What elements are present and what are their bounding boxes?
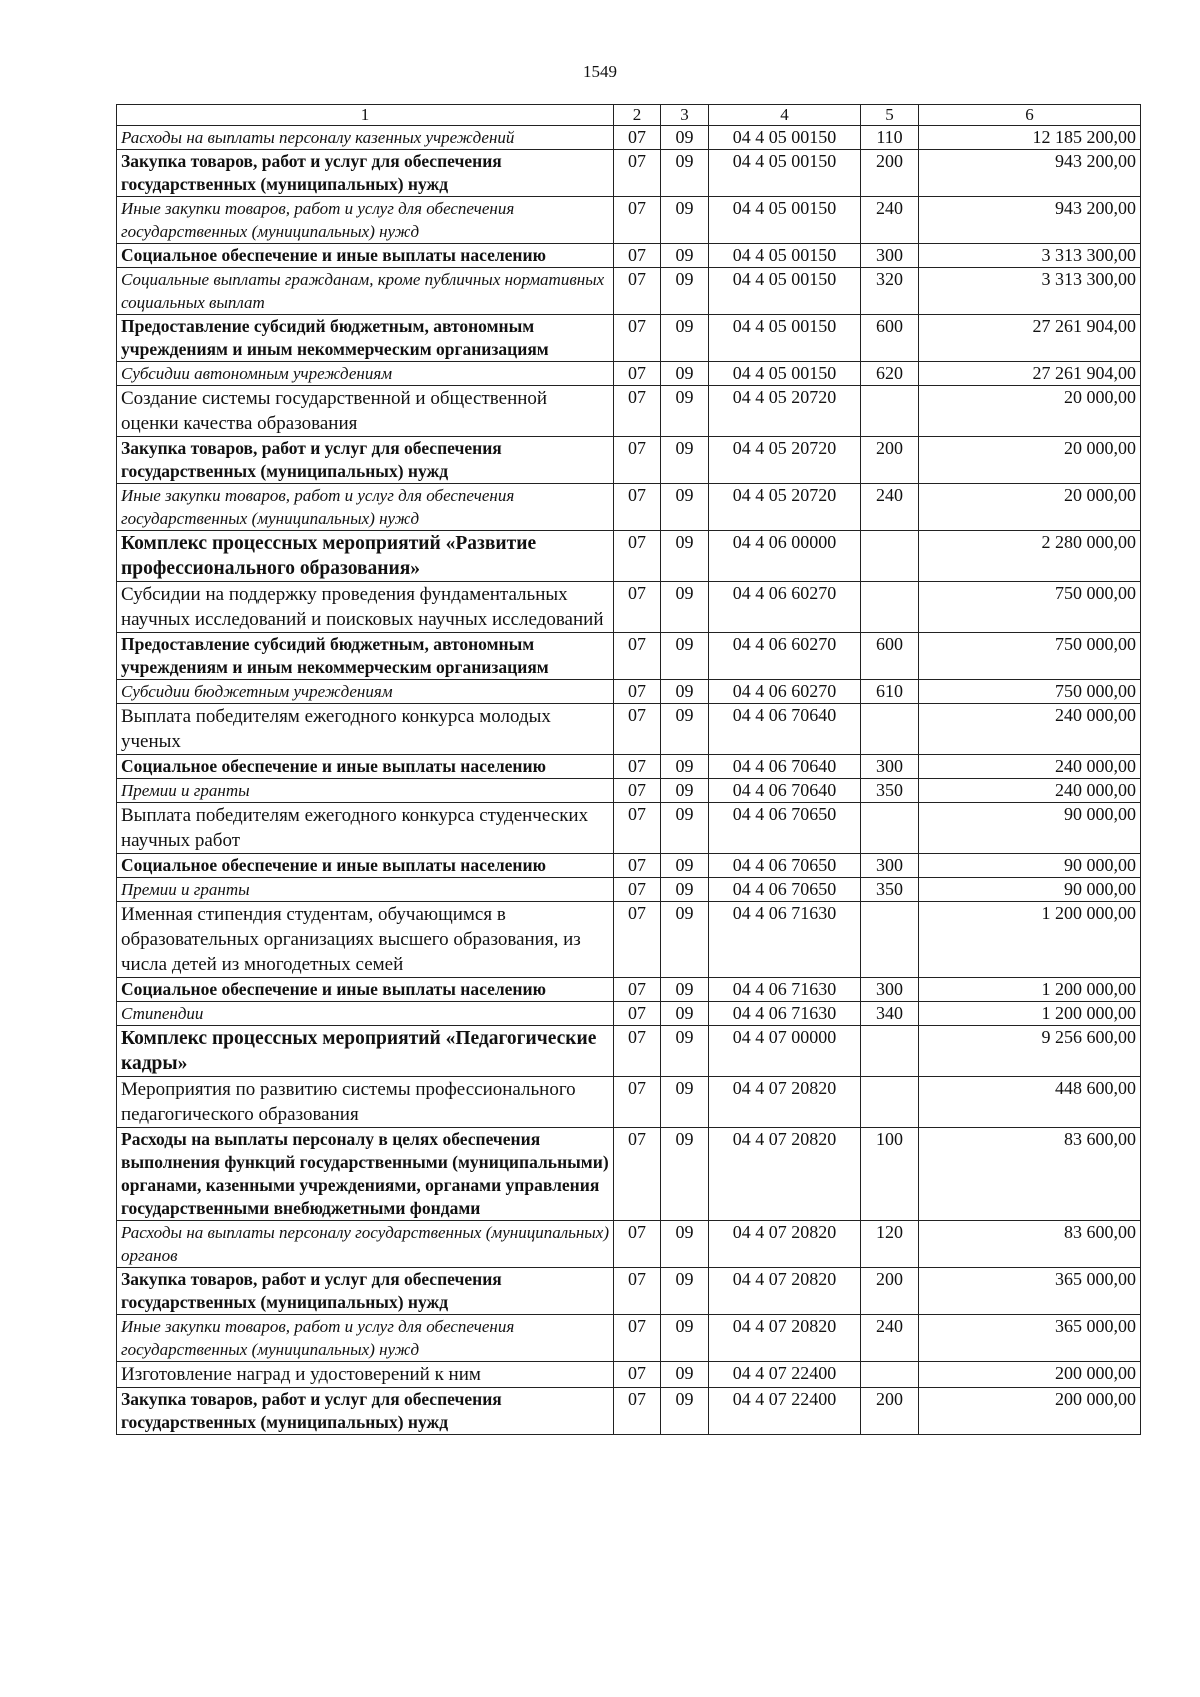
row-expense-type-cell: 120: [861, 1221, 919, 1268]
row-expense-type-cell: 300: [861, 755, 919, 779]
row-section-cell: 07: [614, 902, 661, 978]
header-cell-section: 2: [614, 105, 661, 126]
row-expense-type-cell: 100: [861, 1128, 919, 1221]
table-row: [117, 854, 1141, 878]
table-row: [117, 779, 1141, 803]
row-expense-type-cell: [861, 386, 919, 437]
row-section-cell: 07: [614, 704, 661, 755]
row-target-code-cell: 04 4 05 00150: [709, 126, 861, 150]
row-target-code-cell: 04 4 06 70640: [709, 779, 861, 803]
table-row: [117, 1388, 1141, 1435]
table-row: [117, 362, 1141, 386]
header-cell-subsection: 3: [661, 105, 709, 126]
row-amount-cell: 200 000,00: [919, 1362, 1141, 1388]
row-target-code-cell: 04 4 06 70650: [709, 878, 861, 902]
table-row: [117, 1128, 1141, 1221]
row-expense-type-cell: 340: [861, 1002, 919, 1026]
table-row: [117, 268, 1141, 315]
row-expense-type-cell: [861, 582, 919, 633]
row-subsection-cell: 09: [661, 755, 709, 779]
row-name-cell: Комплекс процессных мероприятий «Развитие профессионального образования»: [117, 531, 614, 582]
row-section-cell: 07: [614, 531, 661, 582]
row-section-cell: 07: [614, 755, 661, 779]
row-expense-type-cell: 600: [861, 315, 919, 362]
row-amount-cell: 943 200,00: [919, 197, 1141, 244]
table-row: [117, 1002, 1141, 1026]
row-expense-type-cell: [861, 902, 919, 978]
row-section-cell: 07: [614, 484, 661, 531]
row-amount-cell: 750 000,00: [919, 633, 1141, 680]
row-target-code-cell: 04 4 07 20820: [709, 1128, 861, 1221]
row-target-code-cell: 04 4 06 71630: [709, 902, 861, 978]
row-amount-cell: 200 000,00: [919, 1388, 1141, 1435]
row-expense-type-cell: 110: [861, 126, 919, 150]
row-subsection-cell: 09: [661, 1002, 709, 1026]
row-amount-cell: 27 261 904,00: [919, 362, 1141, 386]
row-amount-cell: 12 185 200,00: [919, 126, 1141, 150]
row-section-cell: 07: [614, 315, 661, 362]
row-expense-type-cell: 620: [861, 362, 919, 386]
row-amount-cell: 240 000,00: [919, 704, 1141, 755]
row-name-cell: Выплата победителям ежегодного конкурса студенческих научных работ: [117, 803, 614, 854]
row-amount-cell: 3 313 300,00: [919, 244, 1141, 268]
row-section-cell: 07: [614, 362, 661, 386]
row-name-cell: Закупка товаров, работ и услуг для обеспечения государственных (муниципальных) нужд: [117, 1388, 614, 1435]
row-name-cell: Предоставление субсидий бюджетным, автономным учреждениям и иным некоммерческим организациям: [117, 633, 614, 680]
header-cell-amount: 6: [919, 105, 1141, 126]
table-row: [117, 633, 1141, 680]
row-subsection-cell: 09: [661, 126, 709, 150]
row-expense-type-cell: 350: [861, 878, 919, 902]
row-amount-cell: 240 000,00: [919, 779, 1141, 803]
row-subsection-cell: 09: [661, 531, 709, 582]
row-subsection-cell: 09: [661, 680, 709, 704]
row-subsection-cell: 09: [661, 1221, 709, 1268]
table-row: [117, 484, 1141, 531]
row-amount-cell: 1 200 000,00: [919, 978, 1141, 1002]
row-subsection-cell: 09: [661, 779, 709, 803]
row-expense-type-cell: 300: [861, 978, 919, 1002]
row-expense-type-cell: 320: [861, 268, 919, 315]
table-row: [117, 197, 1141, 244]
header-cell-expense-type: 5: [861, 105, 919, 126]
row-name-cell: Именная стипендия студентам, обучающимся в образовательных организациях высшего образования, из числа детей из многодетных семей: [117, 902, 614, 978]
row-target-code-cell: 04 4 05 00150: [709, 244, 861, 268]
row-amount-cell: 2 280 000,00: [919, 531, 1141, 582]
row-amount-cell: 365 000,00: [919, 1268, 1141, 1315]
table-row: [117, 1221, 1141, 1268]
table-row: [117, 437, 1141, 484]
row-section-cell: 07: [614, 1268, 661, 1315]
table-row: [117, 1077, 1141, 1128]
row-subsection-cell: 09: [661, 704, 709, 755]
row-target-code-cell: 04 4 07 20820: [709, 1221, 861, 1268]
row-expense-type-cell: 240: [861, 197, 919, 244]
table-row: [117, 755, 1141, 779]
row-section-cell: 07: [614, 126, 661, 150]
row-target-code-cell: 04 4 05 20720: [709, 437, 861, 484]
row-expense-type-cell: 300: [861, 854, 919, 878]
row-amount-cell: 750 000,00: [919, 582, 1141, 633]
row-subsection-cell: 09: [661, 386, 709, 437]
row-expense-type-cell: 240: [861, 484, 919, 531]
row-amount-cell: 83 600,00: [919, 1221, 1141, 1268]
row-subsection-cell: 09: [661, 582, 709, 633]
row-target-code-cell: 04 4 06 70650: [709, 854, 861, 878]
row-section-cell: 07: [614, 1026, 661, 1077]
row-target-code-cell: 04 4 05 00150: [709, 268, 861, 315]
row-subsection-cell: 09: [661, 197, 709, 244]
row-amount-cell: 750 000,00: [919, 680, 1141, 704]
row-section-cell: 07: [614, 244, 661, 268]
row-subsection-cell: 09: [661, 315, 709, 362]
row-name-cell: Расходы на выплаты персоналу в целях обеспечения выполнения функций государственными (муниципальными) органами, казенными учреждениями, органами управления государственными внебюджетными фондами: [117, 1128, 614, 1221]
row-section-cell: 07: [614, 978, 661, 1002]
row-target-code-cell: 04 4 06 00000: [709, 531, 861, 582]
row-name-cell: Субсидии на поддержку проведения фундаментальных научных исследований и поисковых научных исследований: [117, 582, 614, 633]
header-row: [117, 105, 1141, 126]
row-target-code-cell: 04 4 07 20820: [709, 1077, 861, 1128]
row-target-code-cell: 04 4 07 20820: [709, 1268, 861, 1315]
table-row: [117, 878, 1141, 902]
table-row: [117, 978, 1141, 1002]
row-name-cell: Социальное обеспечение и иные выплаты населению: [117, 244, 614, 268]
row-subsection-cell: 09: [661, 1077, 709, 1128]
row-amount-cell: 365 000,00: [919, 1315, 1141, 1362]
row-name-cell: Изготовление наград и удостоверений к ним: [117, 1362, 614, 1388]
budget-table: [116, 104, 1141, 1435]
row-name-cell: Закупка товаров, работ и услуг для обеспечения государственных (муниципальных) нужд: [117, 437, 614, 484]
row-subsection-cell: 09: [661, 1026, 709, 1077]
row-name-cell: Предоставление субсидий бюджетным, автономным учреждениям и иным некоммерческим организациям: [117, 315, 614, 362]
table-row: [117, 315, 1141, 362]
row-section-cell: 07: [614, 437, 661, 484]
table-row: [117, 902, 1141, 978]
row-expense-type-cell: 200: [861, 437, 919, 484]
row-section-cell: 07: [614, 854, 661, 878]
row-amount-cell: 3 313 300,00: [919, 268, 1141, 315]
row-target-code-cell: 04 4 07 00000: [709, 1026, 861, 1077]
row-name-cell: Расходы на выплаты персоналу государственных (муниципальных) органов: [117, 1221, 614, 1268]
row-target-code-cell: 04 4 06 60270: [709, 680, 861, 704]
row-section-cell: 07: [614, 386, 661, 437]
row-subsection-cell: 09: [661, 854, 709, 878]
table-row: [117, 1362, 1141, 1388]
row-name-cell: Закупка товаров, работ и услуг для обеспечения государственных (муниципальных) нужд: [117, 1268, 614, 1315]
row-subsection-cell: 09: [661, 1315, 709, 1362]
row-expense-type-cell: [861, 1077, 919, 1128]
row-subsection-cell: 09: [661, 437, 709, 484]
table-row: [117, 386, 1141, 437]
row-expense-type-cell: 600: [861, 633, 919, 680]
row-amount-cell: 90 000,00: [919, 803, 1141, 854]
row-section-cell: 07: [614, 680, 661, 704]
table-row: [117, 1315, 1141, 1362]
row-amount-cell: 20 000,00: [919, 386, 1141, 437]
row-subsection-cell: 09: [661, 150, 709, 197]
row-amount-cell: 240 000,00: [919, 755, 1141, 779]
row-section-cell: 07: [614, 803, 661, 854]
row-subsection-cell: 09: [661, 244, 709, 268]
table-row: [117, 680, 1141, 704]
row-name-cell: Расходы на выплаты персоналу казенных учреждений: [117, 126, 614, 150]
row-target-code-cell: 04 4 06 70640: [709, 704, 861, 755]
row-subsection-cell: 09: [661, 803, 709, 854]
table-row: [117, 1026, 1141, 1077]
row-name-cell: Иные закупки товаров, работ и услуг для обеспечения государственных (муниципальных) нужд: [117, 197, 614, 244]
row-section-cell: 07: [614, 779, 661, 803]
row-section-cell: 07: [614, 1002, 661, 1026]
row-name-cell: Закупка товаров, работ и услуг для обеспечения государственных (муниципальных) нужд: [117, 150, 614, 197]
row-subsection-cell: 09: [661, 484, 709, 531]
row-target-code-cell: 04 4 06 60270: [709, 633, 861, 680]
row-target-code-cell: 04 4 05 00150: [709, 315, 861, 362]
row-section-cell: 07: [614, 150, 661, 197]
row-target-code-cell: 04 4 05 00150: [709, 150, 861, 197]
row-subsection-cell: 09: [661, 1362, 709, 1388]
row-amount-cell: 20 000,00: [919, 437, 1141, 484]
row-subsection-cell: 09: [661, 1388, 709, 1435]
row-expense-type-cell: 200: [861, 1388, 919, 1435]
row-name-cell: Социальные выплаты гражданам, кроме публичных нормативных социальных выплат: [117, 268, 614, 315]
row-expense-type-cell: [861, 1026, 919, 1077]
row-amount-cell: 448 600,00: [919, 1077, 1141, 1128]
row-expense-type-cell: [861, 1362, 919, 1388]
row-name-cell: Социальное обеспечение и иные выплаты населению: [117, 854, 614, 878]
table-row: [117, 704, 1141, 755]
row-expense-type-cell: 300: [861, 244, 919, 268]
row-expense-type-cell: 240: [861, 1315, 919, 1362]
row-subsection-cell: 09: [661, 878, 709, 902]
table-row: [117, 244, 1141, 268]
header-cell-name: 1: [117, 105, 614, 126]
row-target-code-cell: 04 4 05 00150: [709, 197, 861, 244]
row-section-cell: 07: [614, 268, 661, 315]
row-name-cell: Создание системы государственной и общественной оценки качества образования: [117, 386, 614, 437]
row-name-cell: Социальное обеспечение и иные выплаты населению: [117, 755, 614, 779]
row-amount-cell: 1 200 000,00: [919, 902, 1141, 978]
row-subsection-cell: 09: [661, 978, 709, 1002]
row-section-cell: 07: [614, 1128, 661, 1221]
table-row: [117, 126, 1141, 150]
table-row: [117, 150, 1141, 197]
row-name-cell: Иные закупки товаров, работ и услуг для обеспечения государственных (муниципальных) нужд: [117, 1315, 614, 1362]
header-cell-target-code: 4: [709, 105, 861, 126]
row-expense-type-cell: 350: [861, 779, 919, 803]
row-section-cell: 07: [614, 1315, 661, 1362]
row-expense-type-cell: 200: [861, 150, 919, 197]
row-expense-type-cell: [861, 803, 919, 854]
row-section-cell: 07: [614, 1362, 661, 1388]
row-name-cell: Мероприятия по развитию системы профессионального педагогического образования: [117, 1077, 614, 1128]
row-subsection-cell: 09: [661, 362, 709, 386]
row-name-cell: Стипендии: [117, 1002, 614, 1026]
table-row: [117, 531, 1141, 582]
row-subsection-cell: 09: [661, 902, 709, 978]
row-target-code-cell: 04 4 06 70640: [709, 755, 861, 779]
row-target-code-cell: 04 4 06 60270: [709, 582, 861, 633]
row-section-cell: 07: [614, 1221, 661, 1268]
row-target-code-cell: 04 4 05 00150: [709, 362, 861, 386]
row-target-code-cell: 04 4 05 20720: [709, 484, 861, 531]
row-expense-type-cell: [861, 531, 919, 582]
row-target-code-cell: 04 4 06 70650: [709, 803, 861, 854]
row-amount-cell: 1 200 000,00: [919, 1002, 1141, 1026]
row-section-cell: 07: [614, 1077, 661, 1128]
row-subsection-cell: 09: [661, 1128, 709, 1221]
row-target-code-cell: 04 4 06 71630: [709, 978, 861, 1002]
row-section-cell: 07: [614, 582, 661, 633]
row-section-cell: 07: [614, 878, 661, 902]
row-name-cell: Премии и гранты: [117, 878, 614, 902]
row-subsection-cell: 09: [661, 633, 709, 680]
row-section-cell: 07: [614, 197, 661, 244]
row-target-code-cell: 04 4 07 20820: [709, 1315, 861, 1362]
row-amount-cell: 83 600,00: [919, 1128, 1141, 1221]
page-number: 1549: [583, 62, 617, 81]
table-row: [117, 1268, 1141, 1315]
row-name-cell: Премии и гранты: [117, 779, 614, 803]
row-expense-type-cell: 200: [861, 1268, 919, 1315]
table-row: [117, 582, 1141, 633]
row-section-cell: 07: [614, 1388, 661, 1435]
row-name-cell: Выплата победителям ежегодного конкурса молодых ученых: [117, 704, 614, 755]
row-target-code-cell: 04 4 06 71630: [709, 1002, 861, 1026]
row-amount-cell: 27 261 904,00: [919, 315, 1141, 362]
row-amount-cell: 943 200,00: [919, 150, 1141, 197]
row-name-cell: Субсидии автономным учреждениям: [117, 362, 614, 386]
row-amount-cell: 90 000,00: [919, 854, 1141, 878]
row-subsection-cell: 09: [661, 268, 709, 315]
row-subsection-cell: 09: [661, 1268, 709, 1315]
row-expense-type-cell: [861, 704, 919, 755]
row-section-cell: 07: [614, 633, 661, 680]
row-name-cell: Комплекс процессных мероприятий «Педагогические кадры»: [117, 1026, 614, 1077]
row-expense-type-cell: 610: [861, 680, 919, 704]
table-row: [117, 803, 1141, 854]
row-target-code-cell: 04 4 07 22400: [709, 1362, 861, 1388]
row-name-cell: Субсидии бюджетным учреждениям: [117, 680, 614, 704]
row-target-code-cell: 04 4 07 22400: [709, 1388, 861, 1435]
row-name-cell: Социальное обеспечение и иные выплаты населению: [117, 978, 614, 1002]
row-target-code-cell: 04 4 05 20720: [709, 386, 861, 437]
row-amount-cell: 9 256 600,00: [919, 1026, 1141, 1077]
row-amount-cell: 20 000,00: [919, 484, 1141, 531]
row-amount-cell: 90 000,00: [919, 878, 1141, 902]
row-name-cell: Иные закупки товаров, работ и услуг для обеспечения государственных (муниципальных) нужд: [117, 484, 614, 531]
